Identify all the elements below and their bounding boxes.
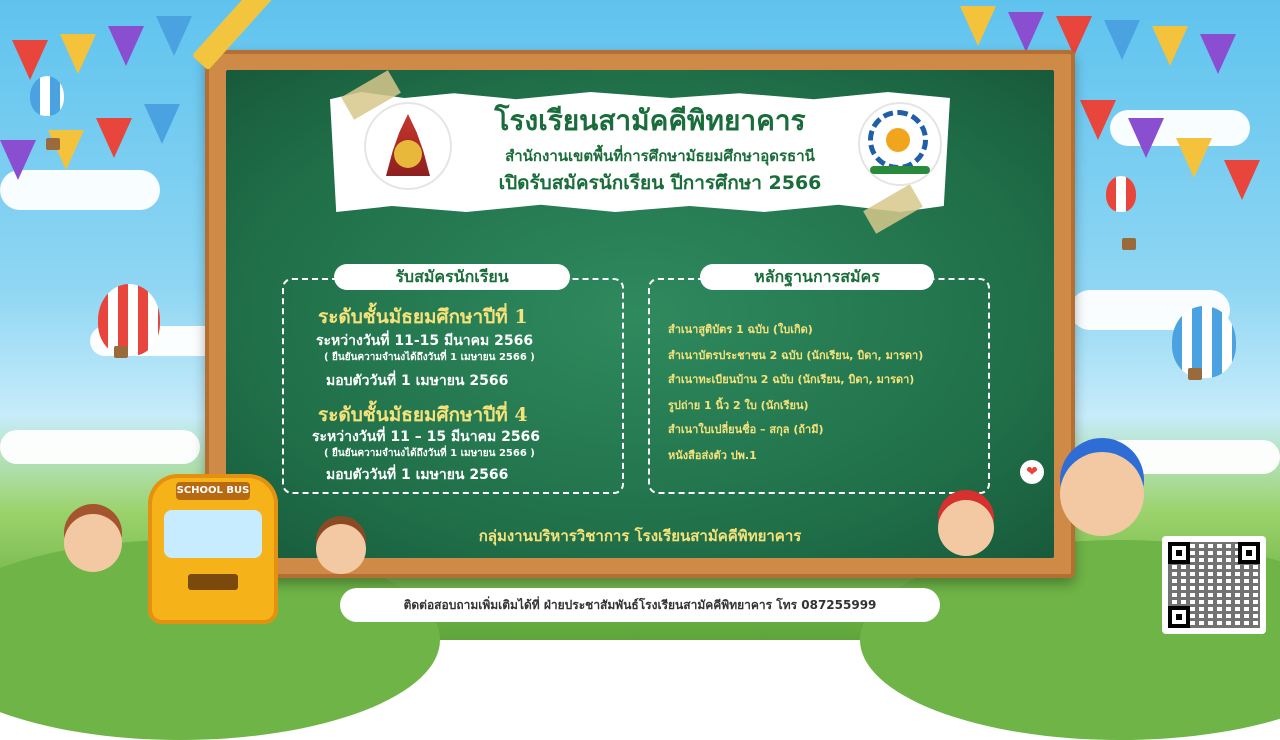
girl-character-icon [64,514,122,572]
boy-character-icon [1060,452,1144,536]
bunting-flag [108,26,144,66]
bunting-flag [144,104,180,144]
school-name: โรงเรียนสามัคคีพิทยาคาร [494,104,806,137]
m1-dates: ระหว่างวันที่ 11-15 มีนาคม 2566 [316,333,534,349]
school-bus-icon [148,474,278,624]
heart-icon: ❤ [1020,460,1044,484]
document-item: หนังสือส่งตัว ปพ.1 [668,449,757,462]
boy-character-icon [938,500,994,556]
department-credit: กลุ่มงานบริหารวิชาการ โรงเรียนสามัคคีพิทยาคาร [478,527,802,545]
bunting-flag [96,118,132,158]
enrollment-heading: รับสมัครนักเรียน [334,264,570,290]
enrollment-headline: เปิดรับสมัครนักเรียน ปีการศึกษา 2566 [498,172,822,194]
document-item: สำเนาบัตรประชาชน 2 ฉบับ (นักเรียน, บิดา, มารดา) [668,349,924,362]
education-office: สำนักงานเขตพื้นที่การศึกษามัธยมศึกษาอุดรธานี [505,147,815,165]
bunting-flag [1200,34,1236,74]
bunting-flag [960,6,996,46]
document-item: สำเนาใบเปลี่ยนชื่อ – สกุล (ถ้ามี) [668,423,824,436]
document-item: สำเนาทะเบียนบ้าน 2 ฉบับ (นักเรียน, บิดา, มารดา) [668,373,915,386]
hot-air-balloon [1106,176,1136,212]
contact-banner: ติดต่อสอบถามเพิ่มเติมได้ที่ ฝ่ายประชาสัมพันธ์โรงเรียนสามัคคีพิทยาคาร โทร 087255999 [340,588,940,622]
qr-code[interactable] [1162,536,1266,634]
m4-dates: ระหว่างวันที่ 11 – 15 มีนาคม 2566 [312,429,541,445]
m4-confirm-note: ( ยืนยันความจำนงได้ถึงวันที่ 1 เมษายน 2566 ) [324,448,535,459]
bunting-flag [60,34,96,74]
bunting-flag [1104,20,1140,60]
hot-air-balloon [98,284,160,356]
school-logo-icon [860,104,940,184]
bunting-flag [1128,118,1164,158]
bunting-flag [1080,100,1116,140]
bunting-flag [48,130,84,170]
m4-level: ระดับชั้นมัธยมศึกษาปีที่ 4 [318,404,528,426]
bunting-flag [1008,12,1044,52]
bus-sign: SCHOOL BUS [176,482,250,500]
m1-report-date: มอบตัววันที่ 1 เมษายน 2566 [326,373,509,389]
bunting-flag [1176,138,1212,178]
cloud [0,430,200,464]
m4-report-date: มอบตัววันที่ 1 เมษายน 2566 [326,467,509,483]
obec-emblem-icon [366,104,450,188]
document-item: รูปถ่าย 1 นิ้ว 2 ใบ (นักเรียน) [668,399,809,412]
hot-air-balloon [1172,306,1236,378]
documents-heading: หลักฐานการสมัคร [700,264,934,290]
document-item: สำเนาสูติบัตร 1 ฉบับ (ใบเกิด) [668,323,813,336]
bunting-flag [12,40,48,80]
girl-character-icon [316,524,366,574]
m1-level: ระดับชั้นมัธยมศึกษาปีที่ 1 [318,306,528,328]
hot-air-balloon [30,76,64,116]
bunting-flag [156,16,192,56]
m1-confirm-note: ( ยืนยันความจำนงได้ถึงวันที่ 1 เมษายน 2566 ) [324,352,535,363]
bunting-flag [1152,26,1188,66]
bunting-flag [1224,160,1260,200]
bunting-flag [0,140,36,180]
